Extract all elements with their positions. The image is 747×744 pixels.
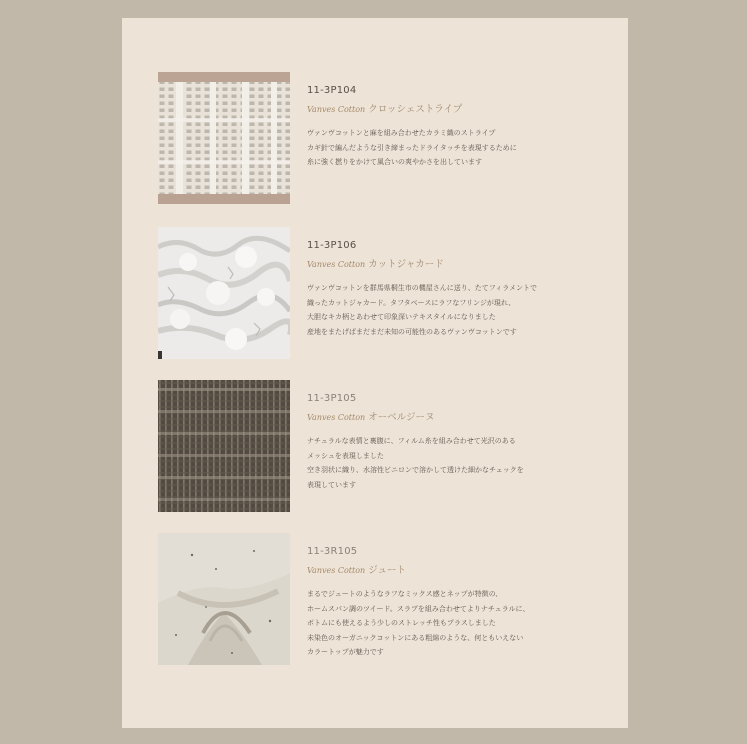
description-line: 表現しています: [307, 480, 356, 489]
catalog-page: [122, 18, 628, 728]
fabric-entry: [158, 72, 618, 206]
fabric-entry: [158, 533, 618, 667]
fabric-description: [307, 126, 607, 170]
description-line: 糸に強く撚りをかけて風合いの爽やかさを出しています: [307, 158, 482, 166]
description-line: カラートップが魅力です: [307, 648, 384, 656]
fabric-name: [307, 564, 607, 577]
description-line: ホームスパン調のツイード。スラブを組み合わせてよりナチュラルに、: [307, 604, 530, 613]
fabric-title: カットジャカード: [368, 259, 444, 270]
fabric-title: クロッシェストライプ: [368, 104, 463, 115]
fabric-title: オーベルジーヌ: [368, 412, 435, 423]
fabric-title: ジュート: [368, 565, 407, 576]
description-line: まるでジュートのようなラフなミックス感とネップが特徴の、: [307, 590, 503, 598]
fabric-code: 11-3P106: [307, 240, 357, 251]
description-line: カギ針で編んだような引き締まったドライタッチを表現するために: [307, 143, 517, 152]
fabric-code: 11-3P104: [307, 85, 357, 96]
fabric-swatch-crochet-stripe: [158, 72, 290, 204]
fabric-info: [307, 84, 607, 170]
fabric-name: [307, 411, 607, 424]
description-line: ナチュラルな表情と裏腹に、フィルム糸を組み合わせて光沢のある: [307, 437, 516, 445]
fabric-code: 11-3P105: [307, 393, 357, 404]
description-line: 産地をまたげばまだまだ未知の可能性のあるヴァンヴコットンです: [307, 327, 517, 336]
description-line: メッシュを表現しました: [307, 451, 384, 460]
fabric-info: [307, 545, 607, 660]
description-line: 未染色のオーガニックコットンにある粗綿のような、何ともいえない: [307, 633, 524, 642]
fabric-swatch-aubergine: [158, 380, 290, 512]
fabric-entry: [158, 227, 618, 361]
brand-name: Vanves Cotton: [307, 105, 366, 114]
description-line: 大胆なキカ柄とあわせて印象深いテキスタイルになりました: [307, 313, 496, 321]
description-line: ボトムにも使えるよう少しのストレッチ性もプラスしました: [307, 619, 496, 627]
description-line: ヴァンヴコットンを群馬県桐生市の機屋さんに送り、たてフィラメントで: [307, 284, 538, 292]
description-line: ヴァンヴコットンと麻を組み合わせたカラミ織のストライプ: [307, 129, 496, 137]
fabric-entry: [158, 380, 618, 514]
fabric-description: [307, 434, 607, 492]
fabric-code: 11-3R105: [307, 546, 358, 557]
description-line: 織ったカットジャカード。タフタベースにラフなフリンジが現れ、: [307, 298, 516, 307]
fabric-swatch-cut-jacquard: [158, 227, 290, 359]
fabric-description: [307, 281, 607, 339]
fabric-info: [307, 239, 607, 339]
brand-name: Vanves Cotton: [307, 413, 366, 422]
fabric-swatch-jute: [158, 533, 290, 665]
fabric-info: [307, 392, 607, 492]
fabric-name: [307, 258, 607, 271]
fabric-name: [307, 103, 607, 116]
fabric-description: [307, 587, 607, 660]
brand-name: Vanves Cotton: [307, 260, 366, 269]
brand-name: Vanves Cotton: [307, 566, 366, 575]
description-line: 空き羽状に織り、水溶性ビニロンで溶かして透けた細かなチェックを: [307, 466, 524, 474]
